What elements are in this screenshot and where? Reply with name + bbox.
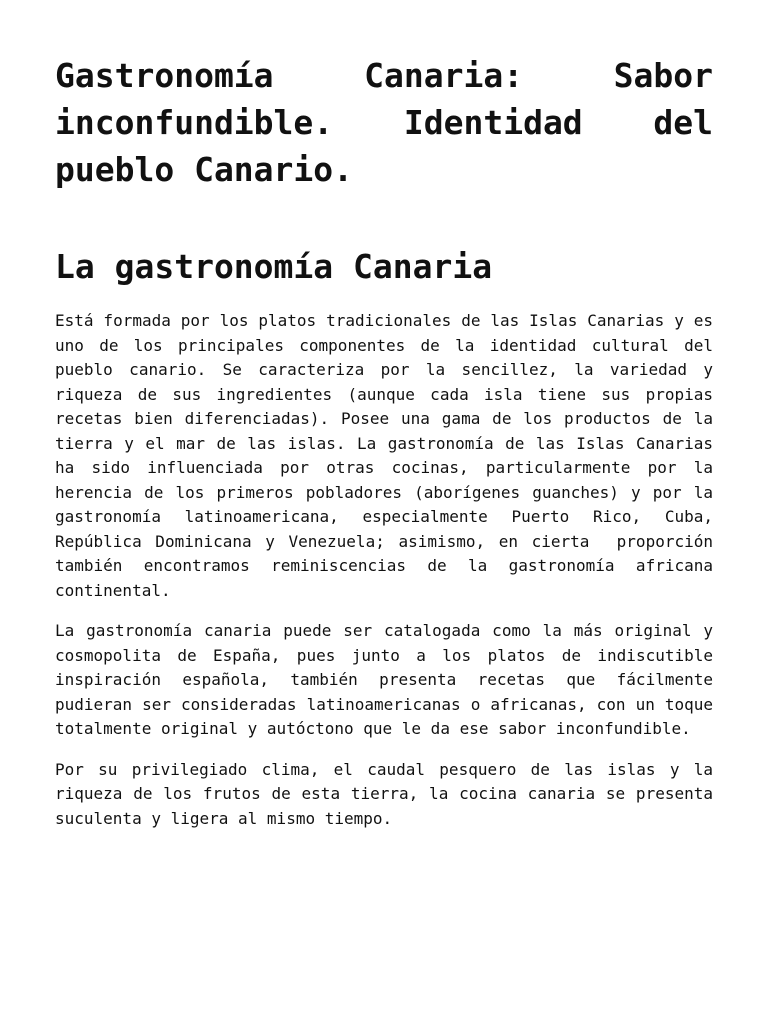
paragraph-1: Está formada por los platos tradicionales de las Islas Canarias y es uno de los principales componentes de la identidad cultural del pueblo canario. Se caracteriza por la sencillez, la variedad y riqueza de sus ingredientes (aunque cada isla tiene sus propias recetas bien diferenciadas). Posee una gama de los productos de la tierra y el mar de las islas. La gastronomía de las Islas Canarias ha sido influenciada por otras cocinas, particularmente por la herencia de los primeros pobladores (aborígenes guanches) y por la gastronomía latinoamericana, especialmente Puerto Rico, Cuba, República Dominicana y Venezuela; asimismo, en cierta proporción también encontramos reminiscencias de la gastronomía africana continental. (55, 311, 723, 600)
section-heading: La gastronomía Canaria (55, 247, 493, 286)
document-page (55, 52, 733, 831)
document-title: Gastronomía Canaria: Sabor inconfundible. Identidad del pueblo Canario. (55, 56, 713, 189)
paragraph-3: Por su privilegiado clima, el caudal pesquero de las islas y la riqueza de los frutos de esta tierra, la cocina canaria se presenta suculenta y ligera al mismo tiempo. (55, 759, 723, 828)
paragraph-2: La gastronomía canaria puede ser catalogada como la más original y cosmopolita de España, pues junto a los platos de indiscutible inspiración española, también presenta recetas que fácilmente pudieran ser consideradas latinoamericanas o africanas, con un toque totalmente original y autóctono que le da ese sabor inconfundible. (55, 621, 733, 738)
